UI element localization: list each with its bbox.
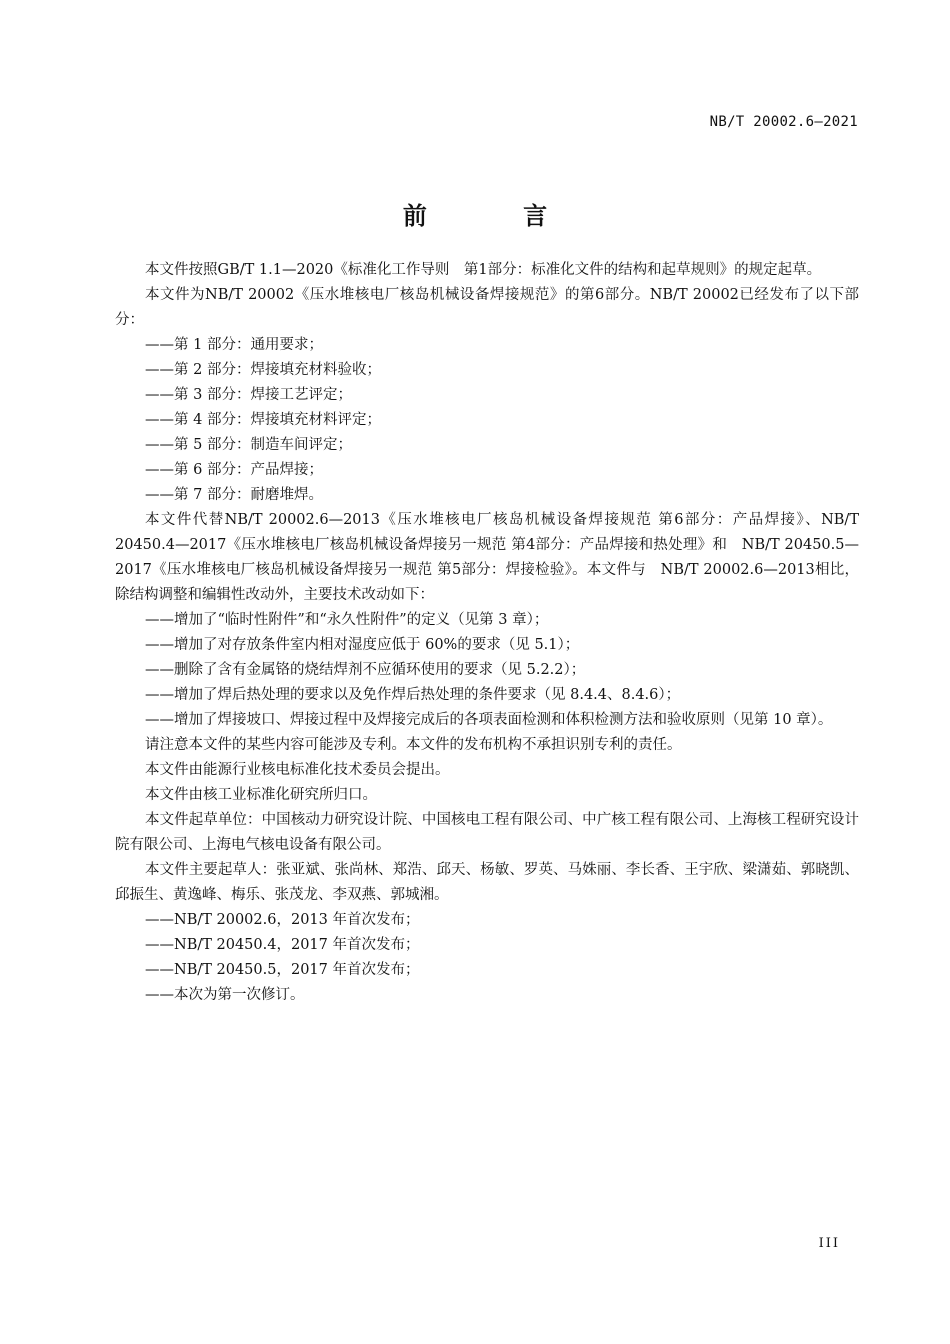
- paragraph: 本文件起草单位：中国核动力研究设计院、中国核电工程有限公司、中广核工程有限公司、上海核工程研究设计院有限公司、上海电气核电设备有限公司。: [115, 812, 859, 853]
- paragraph: 本文件主要起草人：张亚斌、张尚林、郑浩、邱天、杨敏、罗英、马姝丽、李长香、王宇欣、梁潇茹、郭晓凯、邱振生、黄逸峰、梅乐、张茂龙、李双燕、郭城湘。: [115, 862, 859, 903]
- foreword-body: [115, 258, 859, 1008]
- page-title: 前 言: [402, 202, 592, 230]
- list-item: ——第 7 部分：耐磨堆焊。: [145, 487, 323, 503]
- list-item: ——第 1 部分：通用要求；: [145, 337, 323, 353]
- paragraph: 请注意本文件的某些内容可能涉及专利。本文件的发布机构不承担识别专利的责任。: [145, 737, 682, 753]
- list-item: ——NB/T 20450.4，2017 年首次发布；: [145, 937, 420, 953]
- list-item: ——第 4 部分：焊接填充材料评定；: [145, 412, 381, 428]
- list-item: ——增加了“临时性附件”和“永久性附件”的定义（见第 3 章）；: [145, 612, 549, 628]
- list-item: ——第 6 部分：产品焊接；: [145, 462, 323, 478]
- paragraph: 本文件由能源行业核电标准化技术委员会提出。: [145, 762, 450, 778]
- page-number: III: [818, 1236, 840, 1251]
- paragraph: 本文件代替NB/T 20002.6—2013《压水堆核电厂核岛机械设备焊接规范 第6部分：产品焊接》、NB/T 20450.4—2017《压水堆核电厂核岛机械设备焊接另一规范 第4部分：产品焊接和热处理》和 NB/T 20450.5—2017《压水堆核电厂核岛机械设备焊接另一规范 第5部分：焊接检验》。本文件与 NB/T 20002.6—2013相比，除结构调整和编辑性改动外，主要技术改动如下：: [115, 512, 859, 603]
- list-item: ——增加了对存放条件室内相对湿度应低于 60%的要求（见 5.1）；: [145, 637, 580, 653]
- list-item: ——增加了焊接坡口、焊接过程中及焊接完成后的各项表面检测和体积检测方法和验收原则（见第 10 章）。: [145, 712, 833, 728]
- list-item: ——增加了焊后热处理的要求以及免作焊后热处理的条件要求（见 8.4.4、8.4.6）；: [145, 687, 681, 703]
- paragraph: 本文件按照GB/T 1.1—2020《标准化工作导则 第1部分：标准化文件的结构和起草规则》的规定起草。: [145, 262, 822, 278]
- list-item: ——NB/T 20450.5，2017 年首次发布；: [145, 962, 420, 978]
- list-item: ——第 5 部分：制造车间评定；: [145, 437, 352, 453]
- list-item: ——NB/T 20002.6，2013 年首次发布；: [145, 912, 420, 928]
- list-item: ——第 2 部分：焊接填充材料验收；: [145, 362, 381, 378]
- list-item: ——第 3 部分：焊接工艺评定；: [145, 387, 352, 403]
- list-item: ——删除了含有金属铬的烧结焊剂不应循环使用的要求（见 5.2.2）；: [145, 662, 586, 678]
- list-item: ——本次为第一次修订。: [145, 987, 305, 1003]
- paragraph: 本文件由核工业标准化研究所归口。: [145, 787, 377, 803]
- document-code: NB/T 20002.6—2021: [709, 114, 858, 130]
- paragraph: 本文件为NB/T 20002《压水堆核电厂核岛机械设备焊接规范》的第6部分。NB/T 20002已经发布了以下部分：: [115, 287, 859, 328]
